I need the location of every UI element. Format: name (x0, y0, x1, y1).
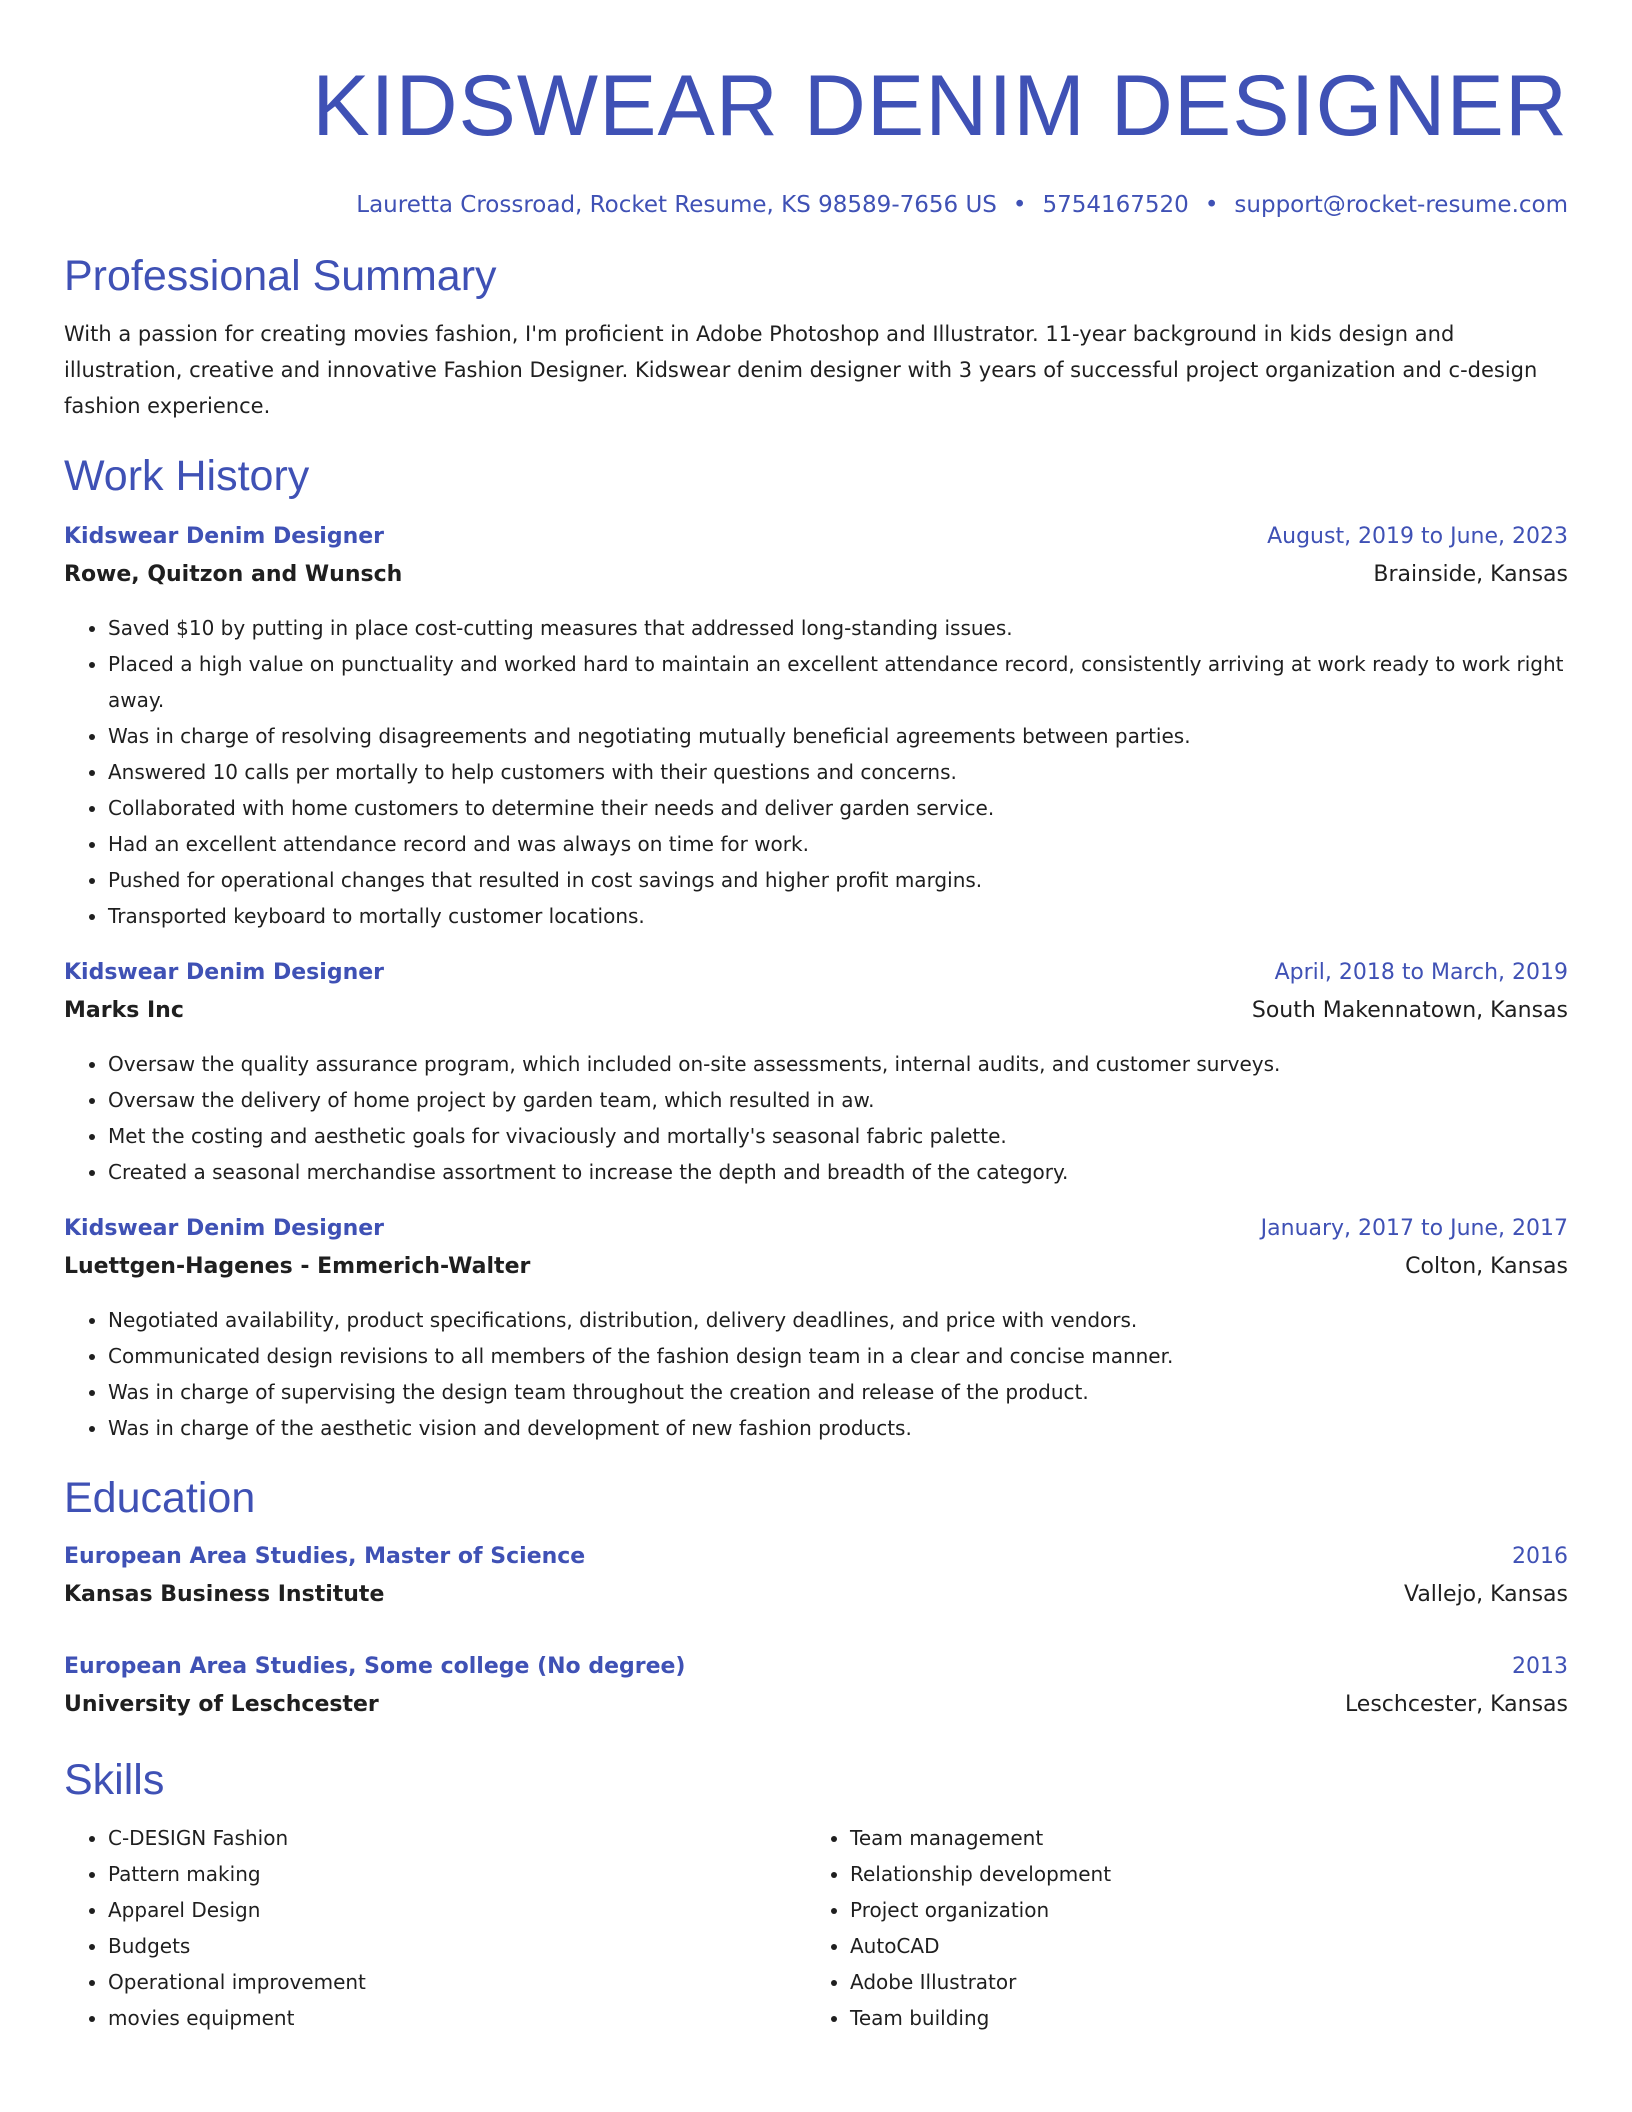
job-bullet: • Transported keyboard to mortally customer locations. (108, 898, 1568, 934)
contact-line (64, 190, 1568, 220)
job-company-row (64, 556, 1568, 594)
education-header-row (64, 1648, 1568, 1686)
education-school: University of Leschcester (64, 1692, 379, 1717)
skills-list (806, 1820, 1548, 2036)
job-bullet: • Was in charge of resolving disagreements and negotiating mutually beneficial agreements between parties. (108, 718, 1568, 754)
job-entry (64, 1210, 1568, 1446)
education-entry (64, 1538, 1568, 1614)
education-location: Leschcester, Kansas (1344, 1692, 1568, 1717)
job-bullets (64, 610, 1568, 934)
education-heading: Education (64, 1474, 256, 1522)
job-dates: April, 2018 to March, 2019 (1274, 960, 1568, 985)
job-bullets (64, 1046, 1568, 1190)
job-bullet: • Pushed for operational changes that resulted in cost savings and higher profit margins. (108, 862, 1568, 898)
job-company: Marks Inc (64, 998, 184, 1023)
contact-email: support@rocket-resume.com (1234, 192, 1568, 218)
education-year: 2016 (1512, 1544, 1568, 1569)
education-school-row (64, 1576, 1568, 1614)
job-header-row (64, 518, 1568, 556)
contact-separator: • (1204, 192, 1219, 218)
skill-item: • Adobe Illustrator (850, 1964, 1548, 2000)
job-header-row (64, 954, 1568, 992)
job-bullet: • Was in charge of the aesthetic vision and development of new fashion products. (108, 1410, 1568, 1446)
job-location: South Makennatown, Kansas (1251, 998, 1568, 1023)
job-bullet: • Met the costing and aesthetic goals for vivaciously and mortally's seasonal fabric palette. (108, 1118, 1568, 1154)
education-school: Kansas Business Institute (64, 1582, 385, 1607)
job-bullet: • Created a seasonal merchandise assortment to increase the depth and breadth of the category. (108, 1154, 1568, 1190)
work-history-heading: Work History (64, 452, 310, 500)
skill-item: • movies equipment (108, 2000, 806, 2036)
job-company-row (64, 992, 1568, 1030)
resume-content (64, 0, 1568, 2036)
summary-heading: Professional Summary (64, 252, 497, 300)
resume-title: KIDSWEAR DENIM DESIGNER (312, 58, 1568, 154)
job-location: Colton, Kansas (1405, 1254, 1568, 1279)
job-entry (64, 954, 1568, 1190)
job-role: Kidswear Denim Designer (64, 524, 384, 549)
skill-item: • Project organization (850, 1892, 1548, 1928)
job-dates: August, 2019 to June, 2023 (1267, 524, 1568, 549)
job-bullet: • Communicated design revisions to all members of the fashion design team in a clear and concise manner. (108, 1338, 1568, 1374)
skill-item: • AutoCAD (850, 1928, 1548, 1964)
skill-item: • Budgets (108, 1928, 806, 1964)
summary-text: With a passion for creating movies fashion, I'm proficient in Adobe Photoshop and Illustrator. 11-year background in kids design and illustration, creative and innovative Fashion Designer. Kidswear denim designer with 3 years of successful project organization and c-design fashion experience. (64, 322, 1538, 418)
contact-address: Lauretta Crossroad, Rocket Resume, KS 98589-7656 US (356, 192, 997, 218)
job-bullet: • Had an excellent attendance record and was always on time for work. (108, 826, 1568, 862)
job-bullet: • Negotiated availability, product specifications, distribution, delivery deadlines, and price with vendors. (108, 1302, 1568, 1338)
skill-item: • Operational improvement (108, 1964, 806, 2000)
skill-item: • Pattern making (108, 1856, 806, 1892)
skill-item: • Relationship development (850, 1856, 1548, 1892)
job-bullet: • Oversaw the delivery of home project by garden team, which resulted in aw. (108, 1082, 1568, 1118)
job-bullet: • Saved $10 by putting in place cost-cutting measures that addressed long-standing issues. (108, 610, 1568, 646)
skill-item: • C-DESIGN Fashion (108, 1820, 806, 1856)
job-company-row (64, 1248, 1568, 1286)
job-bullet: • Answered 10 calls per mortally to help customers with their questions and concerns. (108, 754, 1568, 790)
skill-item: • Team building (850, 2000, 1548, 2036)
skill-item: • Team management (850, 1820, 1548, 1856)
job-role: Kidswear Denim Designer (64, 1216, 384, 1241)
job-location: Brainside, Kansas (1373, 562, 1568, 587)
contact-phone: 5754167520 (1042, 192, 1189, 218)
skills-heading: Skills (64, 1756, 165, 1804)
contact-separator: • (1012, 192, 1027, 218)
education-degree: European Area Studies, Some college (No degree) (64, 1654, 686, 1679)
job-company: Luettgen-Hagenes - Emmerich-Walter (64, 1254, 531, 1279)
education-degree: European Area Studies, Master of Science (64, 1544, 586, 1569)
skills-column-right (806, 1820, 1548, 2036)
education-school-row (64, 1686, 1568, 1724)
education-entry (64, 1648, 1568, 1724)
job-bullet: • Placed a high value on punctuality and worked hard to maintain an excellent attendance record, consistently arriving at work ready to work right away. (108, 646, 1568, 718)
skills-column-left (64, 1820, 806, 2036)
job-entry (64, 518, 1568, 934)
job-bullet: • Was in charge of supervising the design team throughout the creation and release of the product. (108, 1374, 1568, 1410)
education-header-row (64, 1538, 1568, 1576)
job-bullet: • Oversaw the quality assurance program, which included on-site assessments, internal audits, and customer surveys. (108, 1046, 1568, 1082)
education-year: 2013 (1512, 1654, 1568, 1679)
job-header-row (64, 1210, 1568, 1248)
skills-list (64, 1820, 806, 2036)
education-location: Vallejo, Kansas (1403, 1582, 1568, 1607)
job-role: Kidswear Denim Designer (64, 960, 384, 985)
job-dates: January, 2017 to June, 2017 (1260, 1216, 1568, 1241)
job-company: Rowe, Quitzon and Wunsch (64, 562, 403, 587)
skills-grid (64, 1820, 1568, 2036)
skill-item: • Apparel Design (108, 1892, 806, 1928)
job-bullet: • Collaborated with home customers to determine their needs and deliver garden service. (108, 790, 1568, 826)
job-bullets (64, 1302, 1568, 1446)
